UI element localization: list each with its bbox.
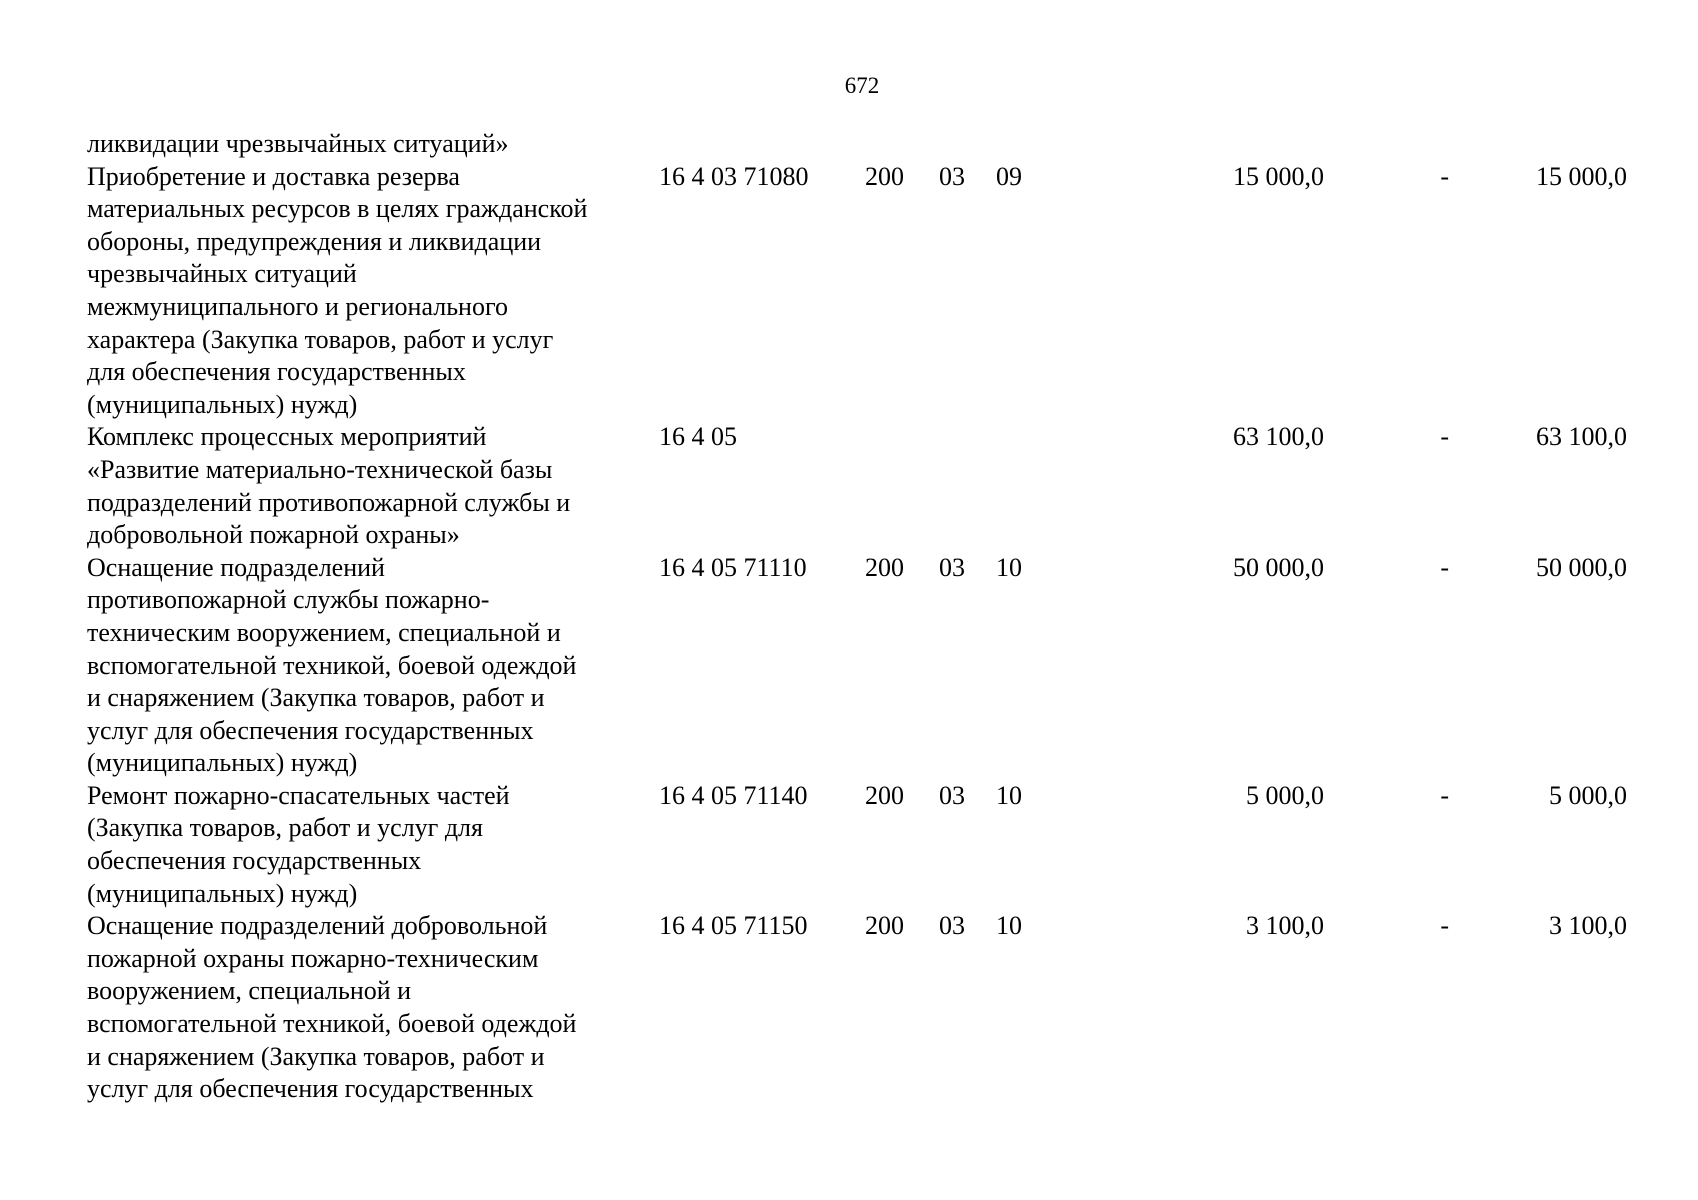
row-subsection-code: 10 (996, 780, 1022, 810)
row-section-code: 03 (939, 552, 965, 582)
row-subsection-code: 10 (996, 911, 1022, 941)
row-classification-code: 16 4 03 71080 (659, 161, 809, 191)
row-section-code: 03 (939, 911, 965, 941)
row-description: Комплекс процессных мероприятий «Развитие материально-технической базы подразделений противопожарной службы и добровольной пожарной охраны» (87, 422, 571, 550)
row-section-code: 03 (939, 780, 965, 810)
row-change: - (1440, 780, 1449, 810)
table-row (87, 552, 1627, 780)
row-subsection-code: 09 (996, 161, 1022, 191)
row-description: Оснащение подразделений добровольной пожарной охраны пожарно-техническим вооружением, специальной и вспомогательной техникой, боевой одеждой и снаряжением (Закупка товаров, работ и услуг для обеспечения государственных (87, 911, 577, 1104)
row-amount: 3 100,0 (1246, 911, 1324, 941)
row-change: - (1440, 911, 1449, 941)
row-total: 3 100,0 (1549, 911, 1627, 941)
table-row (87, 421, 1627, 551)
row-expense-type-code: 200 (865, 780, 904, 810)
row-classification-code: 16 4 05 71140 (659, 780, 808, 810)
row-expense-type-code: 200 (865, 552, 904, 582)
row-description: Ремонт пожарно-спасательных частей (Закупка товаров, работ и услуг для обеспечения государственных (муниципальных) нужд) (87, 780, 510, 908)
table-row (87, 161, 1627, 422)
row-total: 15 000,0 (1536, 161, 1627, 191)
row-subsection-code: 10 (996, 552, 1022, 582)
row-expense-type-code: 200 (865, 161, 904, 191)
budget-table (87, 128, 1627, 1106)
row-classification-code: 16 4 05 71150 (659, 911, 808, 941)
table-row (87, 910, 1627, 1106)
row-amount: 63 100,0 (1233, 422, 1324, 452)
row-total: 50 000,0 (1536, 552, 1627, 582)
row-expense-type-code: 200 (865, 911, 904, 941)
table-row (87, 780, 1627, 910)
row-total: 63 100,0 (1536, 422, 1627, 452)
row-change: - (1440, 161, 1449, 191)
row-change: - (1440, 552, 1449, 582)
row-description: ликвидации чрезвычайных ситуаций» (87, 129, 509, 158)
row-section-code: 03 (939, 161, 965, 191)
table-row (87, 128, 1627, 161)
row-amount: 5 000,0 (1246, 780, 1324, 810)
row-change: - (1440, 422, 1449, 452)
page-number: 672 (844, 73, 880, 98)
row-amount: 15 000,0 (1233, 161, 1324, 191)
row-classification-code: 16 4 05 71110 (659, 552, 807, 582)
row-total: 5 000,0 (1549, 780, 1627, 810)
row-description: Приобретение и доставка резерва материальных ресурсов в целях гражданской обороны, предупреждения и ликвидации чрезвычайных ситуаций межмуниципального и регионального характера (Закупка товаров, работ и услуг для обеспечения государственных (муниципальных) нужд) (87, 161, 588, 419)
row-classification-code: 16 4 05 (659, 422, 737, 452)
row-description: Оснащение подразделений противопожарной службы пожарно- техническим вооружением, специальной и вспомогательной техникой, боевой одеждой и снаряжением (Закупка товаров, работ и услуг для обеспечения государственных (муниципальных) нужд) (87, 552, 577, 778)
row-amount: 50 000,0 (1233, 552, 1324, 582)
